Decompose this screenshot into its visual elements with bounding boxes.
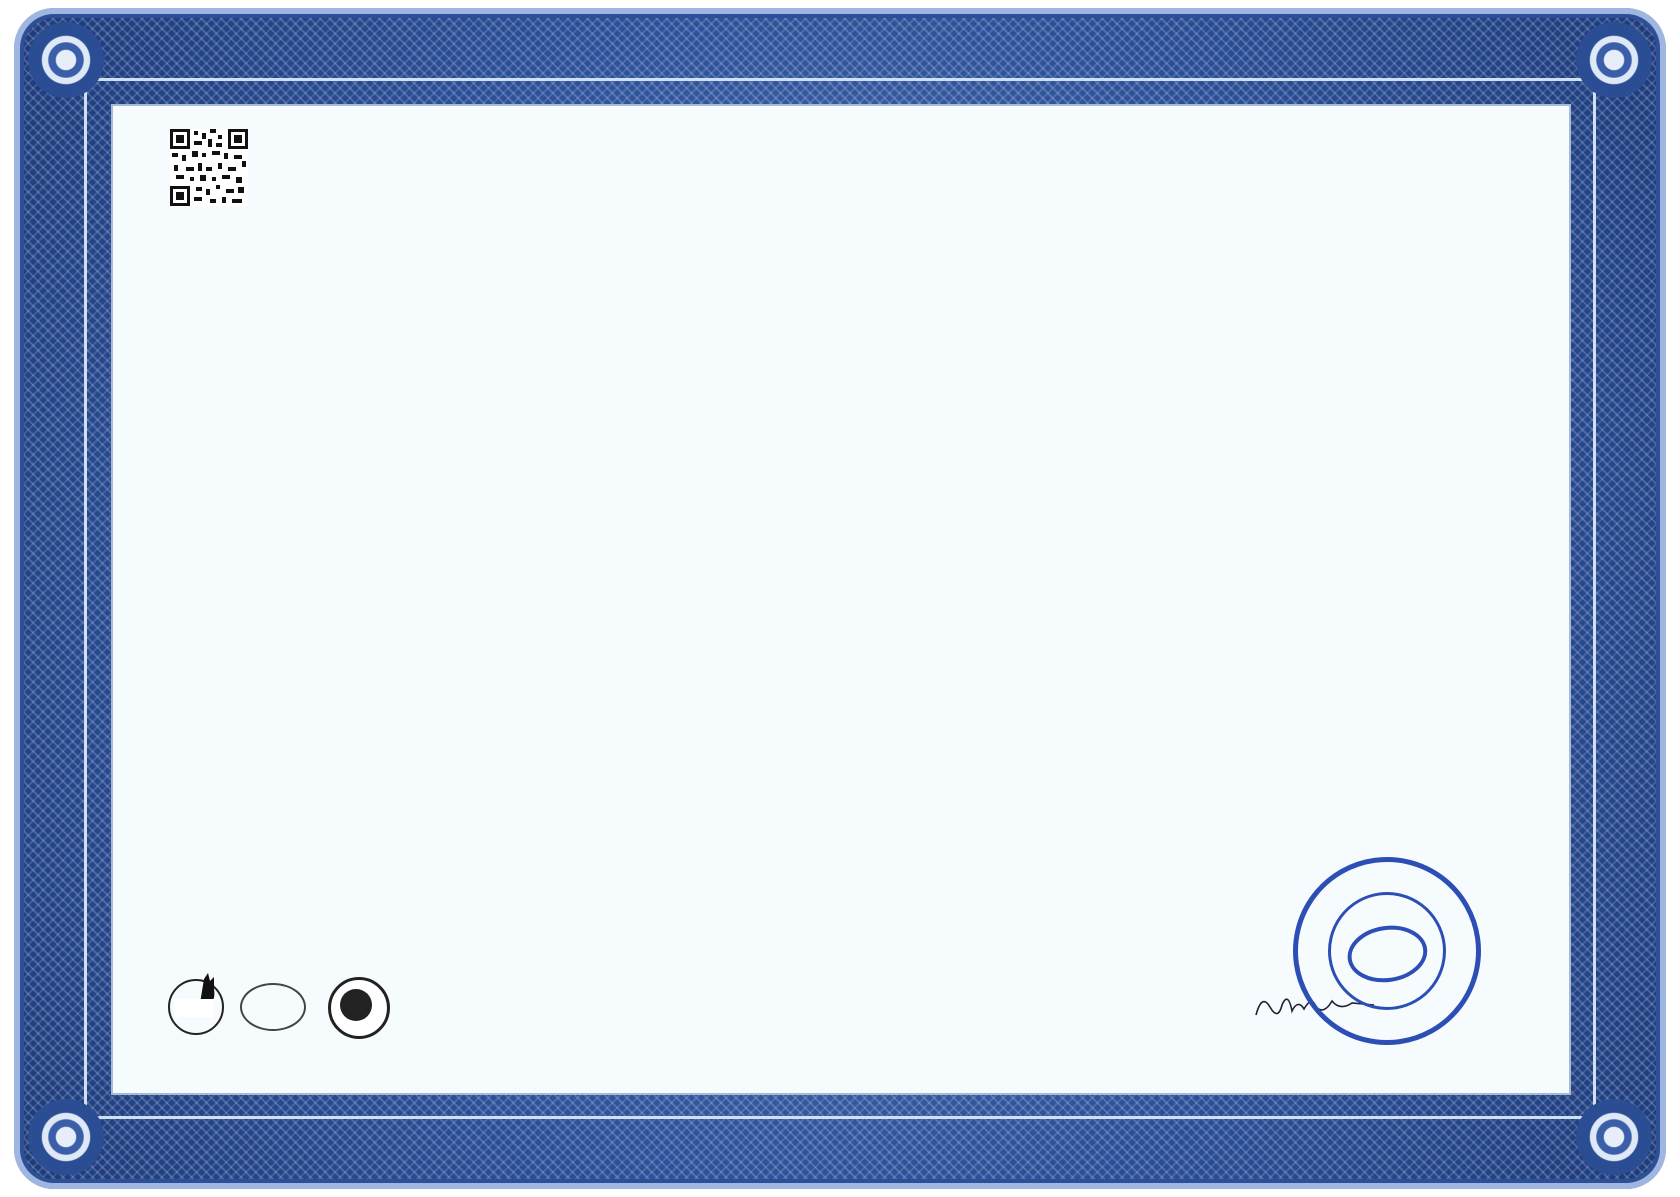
dv-logo (328, 977, 390, 1039)
club-logo (240, 983, 306, 1031)
corner-ornament (28, 1099, 104, 1175)
corner-ornament (1576, 1099, 1652, 1175)
wcf-logo (164, 973, 228, 1040)
corner-ornament (1576, 22, 1652, 98)
stamp-seal (1281, 845, 1493, 1057)
qr-code-icon (170, 129, 248, 206)
corner-ornament (28, 22, 104, 98)
